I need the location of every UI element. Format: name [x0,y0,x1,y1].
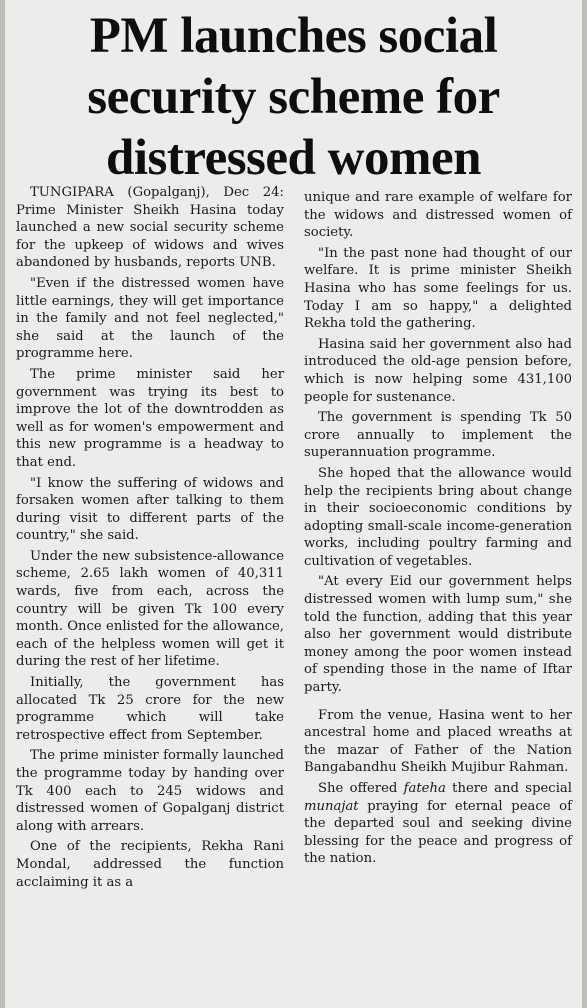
closing-term-fateha: fateha [403,781,446,796]
article-paragraph: unique and rare example of welfare for the widows and distressed women of society. [304,190,572,241]
article-paragraph: The prime minister formally launched the programme today by handing over Tk 400 each to 245 widows and distressed women of Gopalganj district along with arrears. [16,748,284,834]
article-paragraph: One of the recipients, Rekha Rani Mondal, addressed the function acclaiming it as a [16,839,284,890]
article-paragraph: From the venue, Hasina went to her ancestral home and placed wreaths at the mazar of Father of the Nation Bangabandhu Sheikh Mujibur Rahman. [304,707,572,776]
clipping-right-edge [582,0,587,1008]
article-paragraph: "At every Eid our government helps distressed women with lump sum," she told the function, adding that this year also her government would distribute money among the poor women instead of spending those in the name of Iftar party. [304,574,572,696]
article-column-right [304,189,572,871]
article-closing-paragraph [304,780,572,868]
closing-text: there and special [445,781,572,796]
closing-text: She offered [318,781,404,796]
article-paragraph: TUNGIPARA (Gopalganj), Dec 24: Prime Minister Sheikh Hasina today launched a new social security scheme for the upkeep of widows and wives abandoned by husbands, reports UNB. [16,185,284,271]
article-paragraph: She hoped that the allowance would help the recipients bring about change in their socioeconomic conditions by adopting small-scale income-generation works, including poultry farming and cultivation of vegetables. [304,465,572,569]
article-paragraph: "I know the suffering of widows and forsaken women after talking to them during visit to different parts of the country," she said. [16,475,284,544]
article-paragraph: The government is spending Tk 50 crore annually to implement the superannuation programme. [304,410,572,461]
closing-text: praying for eternal peace of the departed soul and seeking divine blessing for the peace and progress of the nation. [304,798,572,867]
article-paragraph: "Even if the distressed women have little earnings, they will get importance in the family and not feel neglected," she said at the launch of the programme here. [16,275,284,362]
article-paragraph: Under the new subsistence-allowance scheme, 2.65 lakh women of 40,311 wards, five from each, across the country will be given Tk 100 every month. Once enlisted for the allowance, each of the helpless women will get it during the rest of her lifetime. [16,548,284,670]
article-paragraph: Hasina said her government also had introduced the old-age pension before, which is now helping some 431,100 people for sustenance. [304,336,572,405]
clipping-left-edge [0,0,5,1008]
closing-term-munajat: munajat [304,798,359,814]
article-paragraph: "In the past none had thought of our welfare. It is prime minister Sheikh Hasina who has some feelings for us. Today I am so happy," a delighted Rekha told the gathering. [304,245,572,332]
headline: PM launches social security scheme for distressed women [87,8,500,186]
article-paragraph: Initially, the government has allocated Tk 25 crore for the new programme which will take retrospective effect from September. [16,675,284,743]
article-column-left [16,184,284,894]
article-paragraph: The prime minister said her government was trying its best to improve the lot of the downtrodden as well as for women's empowerment and this new programme is a headway to that end. [16,366,284,470]
